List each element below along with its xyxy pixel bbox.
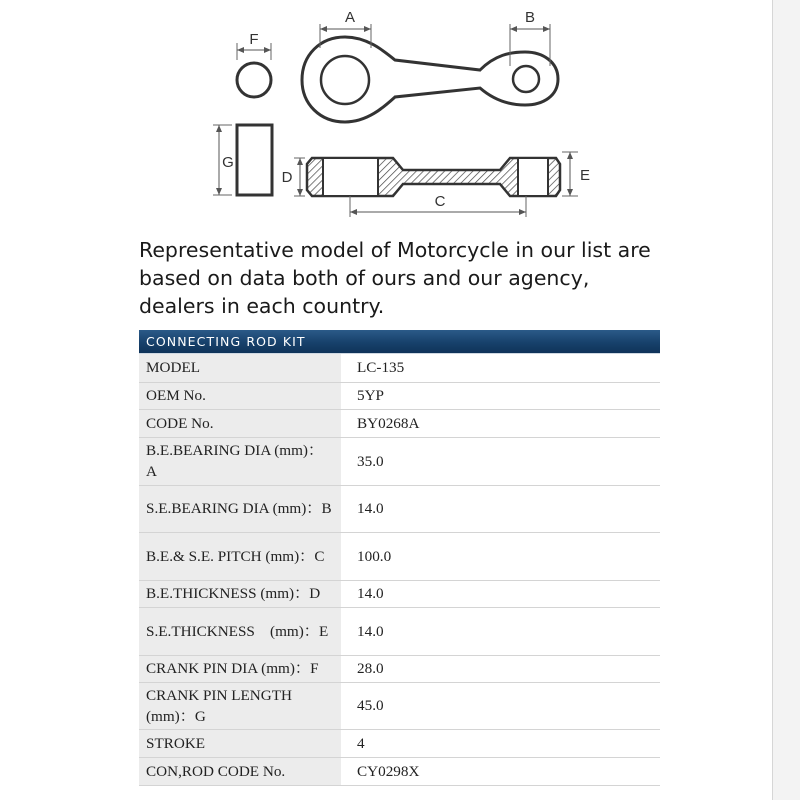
table-row-model	[139, 354, 660, 382]
label-a: A	[344, 9, 356, 26]
big-end-hole	[321, 56, 369, 104]
row-value: 100.0	[342, 532, 661, 580]
table-row-be-bearing-dia	[139, 437, 660, 485]
crank-pin-circle	[237, 63, 271, 97]
small-end-bore	[518, 158, 548, 196]
spec-table	[139, 354, 660, 786]
connecting-rod-diagram	[0, 0, 800, 230]
row-label: CRANK PIN DIA (mm)：F	[139, 655, 342, 682]
small-end-hole	[513, 66, 539, 92]
label-g: G	[222, 154, 234, 171]
table-row-crank-pin-length	[139, 682, 660, 729]
crank-pin-rect	[237, 125, 272, 195]
row-label: CON,ROD CODE No.	[139, 757, 342, 785]
row-label: MODEL	[139, 354, 342, 382]
row-value: CY0298X	[342, 757, 661, 785]
row-label: S.E.BEARING DIA (mm)：B	[139, 485, 342, 532]
row-value: 5YP	[342, 382, 661, 409]
row-value: BY0268A	[342, 409, 661, 437]
row-label: CODE No.	[139, 409, 342, 437]
table-row-se-bearing-dia	[139, 485, 660, 532]
row-value: 35.0	[342, 437, 661, 485]
caption-text: Representative model of Motorcycle in our list are based on data both of ours and our agency, dealers in each country.	[139, 238, 651, 318]
table-row-be-thickness	[139, 580, 660, 607]
row-value: 14.0	[342, 607, 661, 655]
label-c: C	[434, 193, 446, 210]
row-value: 45.0	[342, 682, 661, 729]
spec-header: CONNECTING ROD KIT	[139, 330, 660, 354]
table-row-oem-no	[139, 382, 660, 409]
label-d: D	[281, 169, 293, 186]
row-value: LC-135	[342, 354, 661, 382]
diagram-svg	[0, 0, 800, 230]
table-row-se-thickness	[139, 607, 660, 655]
table-row-pitch	[139, 532, 660, 580]
row-value: 14.0	[342, 485, 661, 532]
row-value: 14.0	[342, 580, 661, 607]
table-row-stroke	[139, 729, 660, 757]
row-label: OEM No.	[139, 382, 342, 409]
table-row-crank-pin-dia	[139, 655, 660, 682]
label-b: B	[524, 9, 536, 26]
row-label: B.E.THICKNESS (mm)：D	[139, 580, 342, 607]
row-label: B.E.BEARING DIA (mm)：A	[139, 437, 342, 485]
table-row-con-rod-code-no	[139, 757, 660, 785]
label-e: E	[579, 167, 591, 184]
big-end-bore	[323, 158, 378, 196]
row-label: CRANK PIN LENGTH (mm)：G	[139, 682, 342, 729]
row-value: 28.0	[342, 655, 661, 682]
table-row-code-no	[139, 409, 660, 437]
row-label: S.E.THICKNESS (mm)：E	[139, 607, 342, 655]
row-label: B.E.& S.E. PITCH (mm)：C	[139, 532, 342, 580]
spec-panel	[139, 330, 660, 786]
label-f: F	[249, 31, 259, 48]
row-label: STROKE	[139, 729, 342, 757]
row-value: 4	[342, 729, 661, 757]
